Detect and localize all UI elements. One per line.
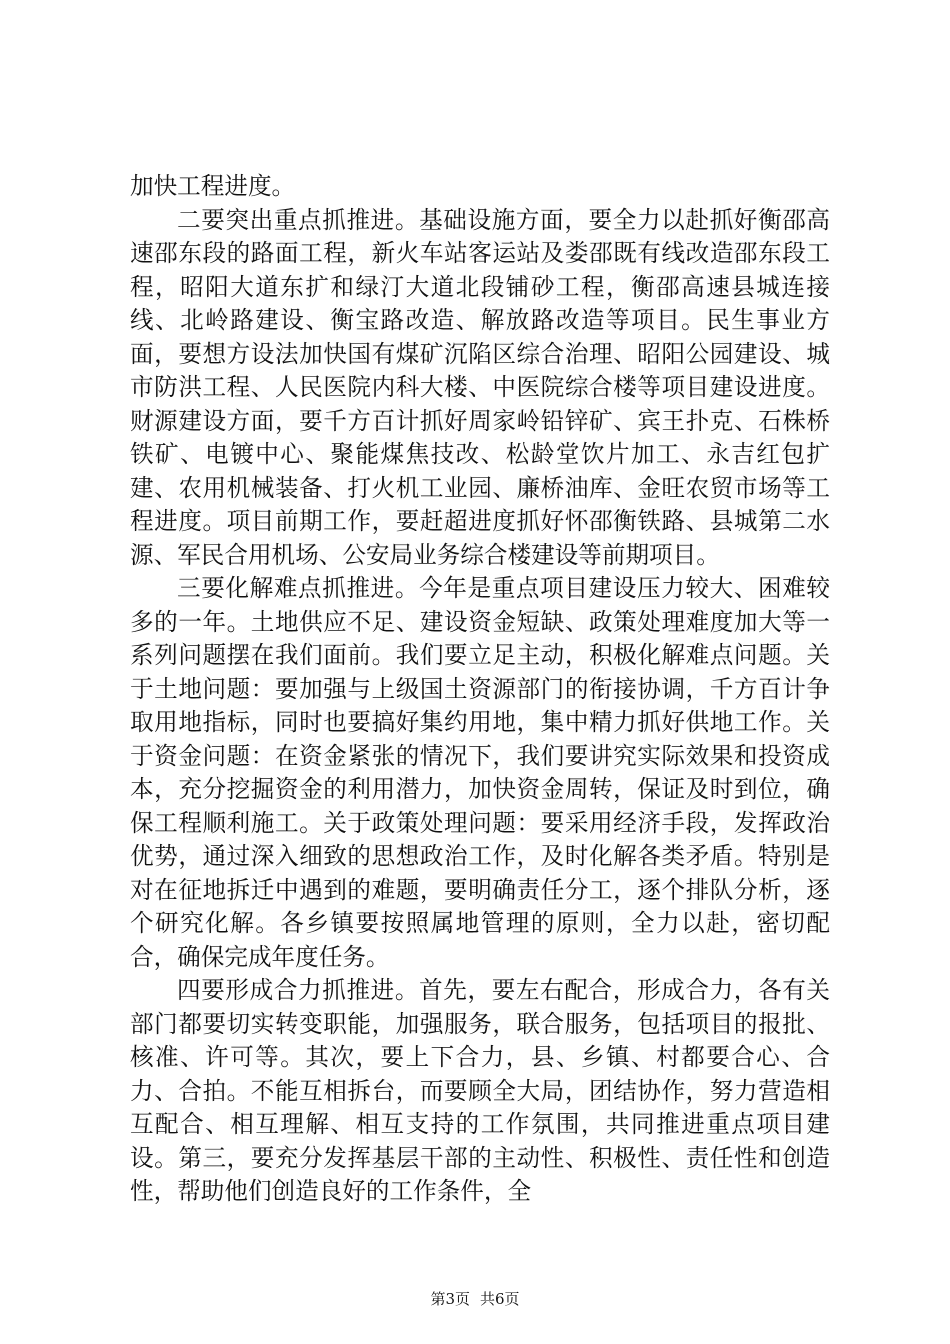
page-number: 第3页 [430,1290,470,1308]
paragraph-4: 四要形成合力抓推进。首先，要左右配合，形成合力，各有关部门都要切实转变职能，加强服务，联合服务，包括项目的报批、核准、许可等。其次，要上下合力，县、乡镇、村都要合心、合力、合拍。不能互相拆台，而要顾全大局，团结协作，努力营造相互配合、相互理解、相互支持的工作氛围，共同推进重点项目建设。第三，要充分发挥基层干部的主动性、积极性、责任性和创造性，帮助他们创造良好的工作条件，全 [130,976,830,1205]
paragraph-2: 二要突出重点抓推进。基础设施方面，要全力以赴抓好衡邵高速邵东段的路面工程，新火车站客运站及娄邵既有线改造邵东段工程，昭阳大道东扩和绿汀大道北段铺砂工程，衡邵高速县城连接线、北岭路建设、衡宝路改造、解放路改造等项目。民生事业方面，要想方设法加快国有煤矿沉陷区综合治理、昭阳公园建设、城市防洪工程、人民医院内科大楼、中医院综合楼等项目建设进度。财源建设方面，要千方百计抓好周家岭铅锌矿、宾王扑克、石株桥铁矿、电镀中心、聚能煤焦技改、松龄堂饮片加工、永吉红包扩建、农用机械装备、打火机工业园、廉桥油库、金旺农贸市场等工程进度。项目前期工作，要赶超进度抓好怀邵衡铁路、县城第二水源、军民合用机场、公安局业务综合楼建设等前期项目。 [130,205,830,569]
paragraph-1: 加快工程进度。 [130,172,296,200]
page-total: 共6页 [480,1290,520,1308]
document-body [130,170,830,1209]
page-footer [0,1289,950,1309]
paragraph-3: 三要化解难点抓推进。今年是重点项目建设压力较大、困难较多的一年。土地供应不足、建设资金短缺、政策处理难度加大等一系列问题摆在我们面前。我们要立足主动，积极化解难点问题。关于土地问题：要加强与上级国土资源部门的衔接协调，千方百计争取用地指标，同时也要搞好集约用地，集中精力抓好供地工作。关于资金问题：在资金紧张的情况下，我们要讲究实际效果和投资成本，充分挖掘资金的利用潜力，加快资金周转，保证及时到位，确保工程顺利施工。关于政策处理问题：要采用经济手段，发挥政治优势，通过深入细致的思想政治工作，及时化解各类矛盾。特别是对在征地拆迁中遇到的难题，要明确责任分工，逐个排队分析，逐个研究化解。各乡镇要按照属地管理的原则，全力以赴，密切配合，确保完成年度任务。 [130,574,830,971]
